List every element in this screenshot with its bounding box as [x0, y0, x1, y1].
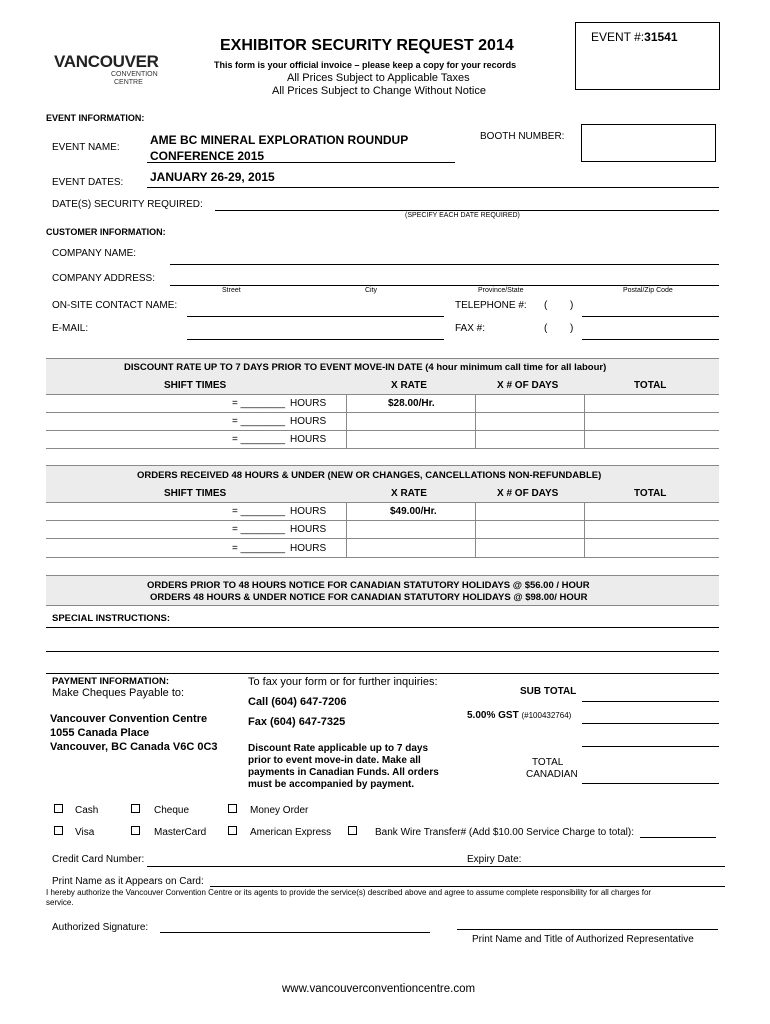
table1-col-days: X # OF DAYS [497, 380, 559, 391]
payee-street: 1055 Canada Place [50, 727, 150, 739]
province-label: Province/State [478, 287, 524, 294]
authorization-text-1: I hereby authorize the Vancouver Convention Centre or its agents to provide the service(s) described above and agree to assume complete responsibility for all charges for [46, 888, 652, 897]
table2-col-days: X # OF DAYS [497, 488, 559, 499]
table1-col-divider [346, 394, 347, 448]
hours-label: HOURS [290, 543, 327, 554]
company-name-field[interactable] [170, 264, 719, 265]
total-field[interactable] [582, 783, 719, 784]
company-address-field[interactable] [170, 285, 719, 286]
table2-col-divider [346, 502, 347, 557]
event-dates-label: EVENT DATES: [52, 177, 124, 188]
discount-note-2: prior to event move-in date. Make all [248, 755, 421, 766]
wire-transfer-field[interactable] [640, 837, 716, 838]
mastercard-checkbox[interactable] [131, 826, 140, 835]
table2-bottom-rule [46, 557, 719, 558]
customer-info-heading: CUSTOMER INFORMATION: [46, 227, 166, 237]
gst-label [467, 710, 571, 721]
discount-note-1: Discount Rate applicable up to 7 days [248, 743, 429, 754]
shift-hours-field[interactable]: = ________ [232, 398, 286, 409]
amex-label: American Express [250, 827, 332, 838]
table2-col-divider [584, 502, 585, 557]
price-note: All Prices Subject to Change Without Notice [272, 85, 486, 97]
cash-checkbox[interactable] [54, 804, 63, 813]
table1-col-divider [475, 394, 476, 448]
visa-label: Visa [75, 827, 95, 838]
rate-value: $28.00/Hr. [388, 398, 435, 409]
signature-label: Authorized Signature: [52, 922, 149, 933]
table2-heading: ORDERS RECEIVED 48 HOURS & UNDER (NEW OR CHANGES, CANCELLATIONS NON-REFUNDABLE) [137, 470, 602, 481]
fax-paren-close: ) [570, 323, 574, 334]
event-name-line1: AME BC MINERAL EXPLORATION ROUNDUP [150, 133, 409, 147]
booth-label: BOOTH NUMBER: [480, 131, 565, 142]
hours-label: HOURS [290, 398, 327, 409]
table1-col-shift: SHIFT TIMES [164, 380, 227, 391]
logo-sub2: CENTRE [114, 79, 143, 86]
booth-number-box[interactable] [581, 124, 716, 162]
representative-field[interactable] [457, 929, 718, 930]
shift-hours-field[interactable]: = ________ [232, 543, 286, 554]
event-dates-value: JANUARY 26-29, 2015 [150, 170, 275, 184]
table1-col-rate: X RATE [391, 380, 427, 391]
event-number [591, 30, 678, 44]
table1-bottom-rule [46, 448, 719, 449]
shift-hours-field[interactable]: = ________ [232, 416, 286, 427]
cheque-label: Cheque [154, 805, 190, 816]
subtotal-label: SUB TOTAL [520, 686, 577, 697]
table2-col-divider [475, 502, 476, 557]
table2-row-rule [46, 520, 719, 521]
card-number-field[interactable] [147, 866, 725, 867]
event-number-label: EVENT #: [591, 30, 645, 44]
payee-city: Vancouver, BC Canada V6C 0C3 [50, 741, 218, 753]
telephone-paren-close: ) [570, 300, 574, 311]
payable-label: Make Cheques Payable to: [52, 687, 185, 699]
fax-intro: To fax your form or for further inquiries: [248, 676, 438, 688]
table1-col-divider [584, 394, 585, 448]
gst-rate: 5.00% GST [467, 710, 519, 721]
card-number-label: Credit Card Number: [52, 854, 145, 865]
discount-note-3: payments in Canadian Funds. All orders [248, 767, 439, 778]
shift-hours-field[interactable]: = ________ [232, 506, 286, 517]
gst-number: (#100432764) [521, 711, 572, 720]
money-order-checkbox[interactable] [228, 804, 237, 813]
amex-checkbox[interactable] [228, 826, 237, 835]
representative-label: Print Name and Title of Authorized Representative [472, 934, 694, 945]
company-name-label: COMPANY NAME: [52, 248, 137, 259]
contact-name-label: ON-SITE CONTACT NAME: [52, 300, 178, 311]
company-address-label: COMPANY ADDRESS: [52, 273, 155, 284]
postal-label: Postal/Zip Code [623, 287, 673, 294]
shift-hours-field[interactable]: = ________ [232, 524, 286, 535]
table1-header-rule [46, 394, 719, 395]
cardholder-name-field[interactable] [210, 886, 725, 887]
wire-transfer-label: Bank Wire Transfer# (Add $10.00 Service Charge to total): [375, 827, 635, 838]
holiday-rate-line2: ORDERS 48 HOURS & UNDER NOTICE FOR CANADIAN STATUTORY HOLIDAYS @ $98.00/ HOUR [150, 592, 588, 603]
special-instructions-field[interactable] [46, 627, 719, 628]
shift-hours-field[interactable]: = ________ [232, 434, 286, 445]
security-dates-label: DATE(S) SECURITY REQUIRED: [52, 199, 203, 210]
hours-label: HOURS [290, 524, 327, 535]
email-field[interactable] [187, 339, 444, 340]
page-title: EXHIBITOR SECURITY REQUEST 2014 [220, 37, 514, 54]
hours-label: HOURS [290, 416, 327, 427]
payment-heading: PAYMENT INFORMATION: [52, 676, 169, 687]
mastercard-label: MasterCard [154, 827, 207, 838]
fax-field[interactable] [582, 339, 719, 340]
security-dates-field[interactable] [215, 210, 719, 211]
table2-row-rule [46, 538, 719, 539]
telephone-label: TELEPHONE #: [455, 300, 527, 311]
cardholder-name-label: Print Name as it Appears on Card: [52, 876, 204, 887]
fax-paren-open: ( [544, 323, 548, 334]
event-name-line2: CONFERENCE 2015 [150, 149, 265, 163]
call-number: Call (604) 647-7206 [248, 696, 347, 708]
hours-label: HOURS [290, 506, 327, 517]
discount-note-4: must be accompanied by payment. [248, 779, 415, 790]
event-name-line [147, 162, 455, 163]
fax-label: FAX #: [455, 323, 486, 334]
logo [54, 52, 164, 92]
tax-note: All Prices Subject to Applicable Taxes [287, 72, 470, 84]
table2-col-shift: SHIFT TIMES [164, 488, 227, 499]
logo-sub1: CONVENTION [111, 71, 158, 78]
total-label-2: CANADIAN [526, 769, 578, 780]
special-instructions-label: SPECIAL INSTRUCTIONS: [52, 613, 171, 624]
table2-col-total: TOTAL [634, 488, 667, 499]
logo-main: VANCOUVER [54, 52, 159, 71]
event-dates-line [147, 187, 719, 188]
total-label-1: TOTAL [532, 757, 564, 768]
table2-header-rule [46, 502, 719, 503]
rate-value: $49.00/Hr. [390, 506, 437, 517]
signature-field[interactable] [160, 932, 430, 933]
gst-field[interactable] [582, 723, 719, 724]
holiday-rate-line1: ORDERS PRIOR TO 48 HOURS NOTICE FOR CANADIAN STATUTORY HOLIDAYS @ $56.00 / HOUR [147, 580, 590, 591]
fax-number: Fax (604) 647-7325 [248, 716, 346, 728]
event-name-label: EVENT NAME: [52, 142, 120, 153]
holiday-top-rule [46, 575, 719, 576]
gst-field-divider [582, 746, 719, 747]
event-info-heading: EVENT INFORMATION: [46, 113, 145, 123]
event-number-value: 31541 [644, 30, 678, 44]
holiday-bottom-rule [46, 605, 719, 606]
expiry-label: Expiry Date: [467, 854, 522, 865]
cash-label: Cash [75, 805, 99, 816]
table1-col-total: TOTAL [634, 380, 667, 391]
visa-checkbox[interactable] [54, 826, 63, 835]
page-subtitle: This form is your official invoice – please keep a copy for your records [214, 60, 517, 70]
table2-col-rate: X RATE [391, 488, 427, 499]
table1-row-rule [46, 412, 719, 413]
special-instructions-field[interactable] [46, 673, 719, 674]
wire-transfer-checkbox[interactable] [348, 826, 357, 835]
telephone-field[interactable] [582, 316, 719, 317]
city-label: City [365, 287, 378, 294]
telephone-paren-open: ( [544, 300, 548, 311]
hours-label: HOURS [290, 434, 327, 445]
table1-heading: DISCOUNT RATE UP TO 7 DAYS PRIOR TO EVENT MOVE-IN DATE (4 hour minimum call time for all labour) [124, 362, 607, 373]
email-label: E-MAIL: [52, 323, 89, 334]
contact-name-field[interactable] [187, 316, 444, 317]
authorization-text-2: service. [46, 898, 74, 907]
table2-top-rule [46, 465, 719, 466]
footer-url[interactable]: www.vancouverconventioncentre.com [282, 983, 476, 995]
table1-row-rule [46, 430, 719, 431]
table1-top-rule [46, 358, 719, 359]
special-instructions-field[interactable] [46, 651, 719, 652]
cheque-checkbox[interactable] [131, 804, 140, 813]
payee-org: Vancouver Convention Centre [50, 713, 208, 725]
subtotal-field[interactable] [582, 701, 719, 702]
money-order-label: Money Order [250, 805, 309, 816]
security-dates-hint: (SPECIFY EACH DATE REQUIRED) [405, 212, 520, 219]
street-label: Street [222, 287, 241, 294]
